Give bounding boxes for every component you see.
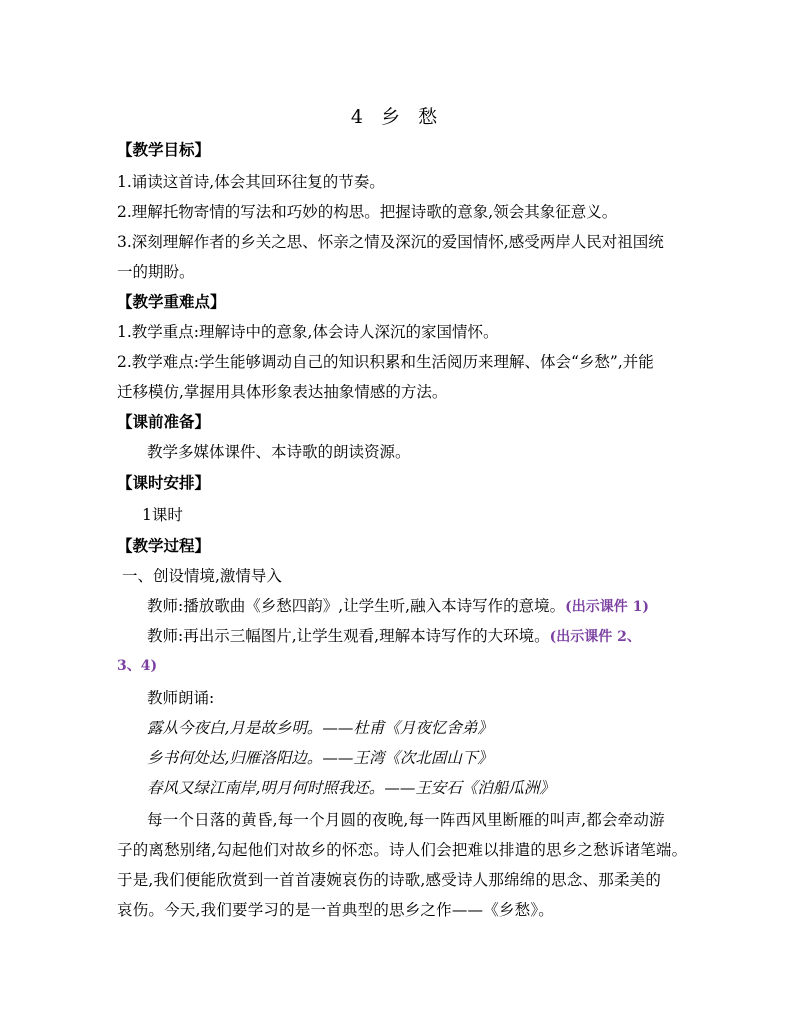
paragraph-line-1: 每一个日落的黄昏,每一个月圆的夜晚,每一阵西风里断雁的叫声,都会牵动游 [147, 811, 665, 829]
step-1-heading: 一、创设情境,激情导入 [122, 567, 282, 585]
key-points-heading: 【教学重难点】 [117, 292, 226, 311]
poem-line-3: 春风又绿江南岸,明月何时照我还。——王安石《泊船瓜洲》 [147, 779, 555, 797]
teacher-step-2 [147, 626, 641, 647]
teacher-step-2-text: 教师:再出示三幅图片,让学生观看,理解本诗写作的大环境。 [147, 627, 550, 645]
paragraph-line-3: 于是,我们便能欣赏到一首首凄婉哀伤的诗歌,感受诗人那绵绵的思念、那柔美的 [117, 871, 662, 889]
page-title: 4 乡 愁 [350, 106, 444, 128]
key-point-2-line1: 2.教学难点:学生能够调动自己的知识积累和生活阅历来理解、体会“乡愁”,并能 [117, 353, 654, 371]
process-heading: 【教学过程】 [117, 536, 211, 555]
preparation-heading: 【课前准备】 [117, 412, 211, 431]
goal-2: 2.理解托物寄情的写法和巧妙的构思。把握诗歌的意象,领会其象征意义。 [117, 203, 618, 221]
courseware-note-1: (出示课件 1) [565, 599, 649, 615]
goals-heading: 【教学目标】 [117, 140, 211, 159]
teacher-reading-heading: 教师朗诵: [147, 689, 215, 707]
preparation-text: 教学多媒体课件、本诗歌的朗读资源。 [147, 443, 411, 461]
schedule-heading: 【课时安排】 [117, 473, 211, 492]
key-point-1: 1.教学重点:理解诗中的意象,体会诗人深沉的家国情怀。 [117, 323, 499, 341]
courseware-note-2: (出示课件 2、 [549, 629, 641, 645]
paragraph-line-2: 子的离愁别绪,勾起他们对故乡的怀恋。诗人们会把难以排遣的思乡之愁诉诸笔端。 [117, 841, 688, 859]
poem-line-2: 乡书何处达,归雁洛阳边。——王湾《次北固山下》 [147, 749, 493, 767]
goal-3-line2: 一的期盼。 [117, 263, 195, 281]
key-point-2-line2: 迁移模仿,掌握用具体形象表达抽象情感的方法。 [117, 383, 448, 401]
goal-3-line1: 3.深刻理解作者的乡关之思、怀亲之情及深沉的爱国情怀,感受两岸人民对祖国统 [117, 233, 664, 251]
goal-1: 1.诵读这首诗,体会其回环往复的节奏。 [117, 173, 385, 191]
schedule-text: 1课时 [142, 506, 183, 524]
courseware-note-2-cont: 3、4) [117, 658, 158, 674]
teacher-step-1 [147, 596, 649, 617]
paragraph-line-4: 哀伤。今天,我们要学习的是一首典型的思乡之作——《乡愁》。 [117, 901, 554, 919]
teacher-step-1-text: 教师:播放歌曲《乡愁四韵》,让学生听,融入本诗写作的意境。 [147, 597, 566, 615]
poem-line-1: 露从今夜白,月是故乡明。——杜甫《月夜忆舍弟》 [147, 719, 493, 737]
